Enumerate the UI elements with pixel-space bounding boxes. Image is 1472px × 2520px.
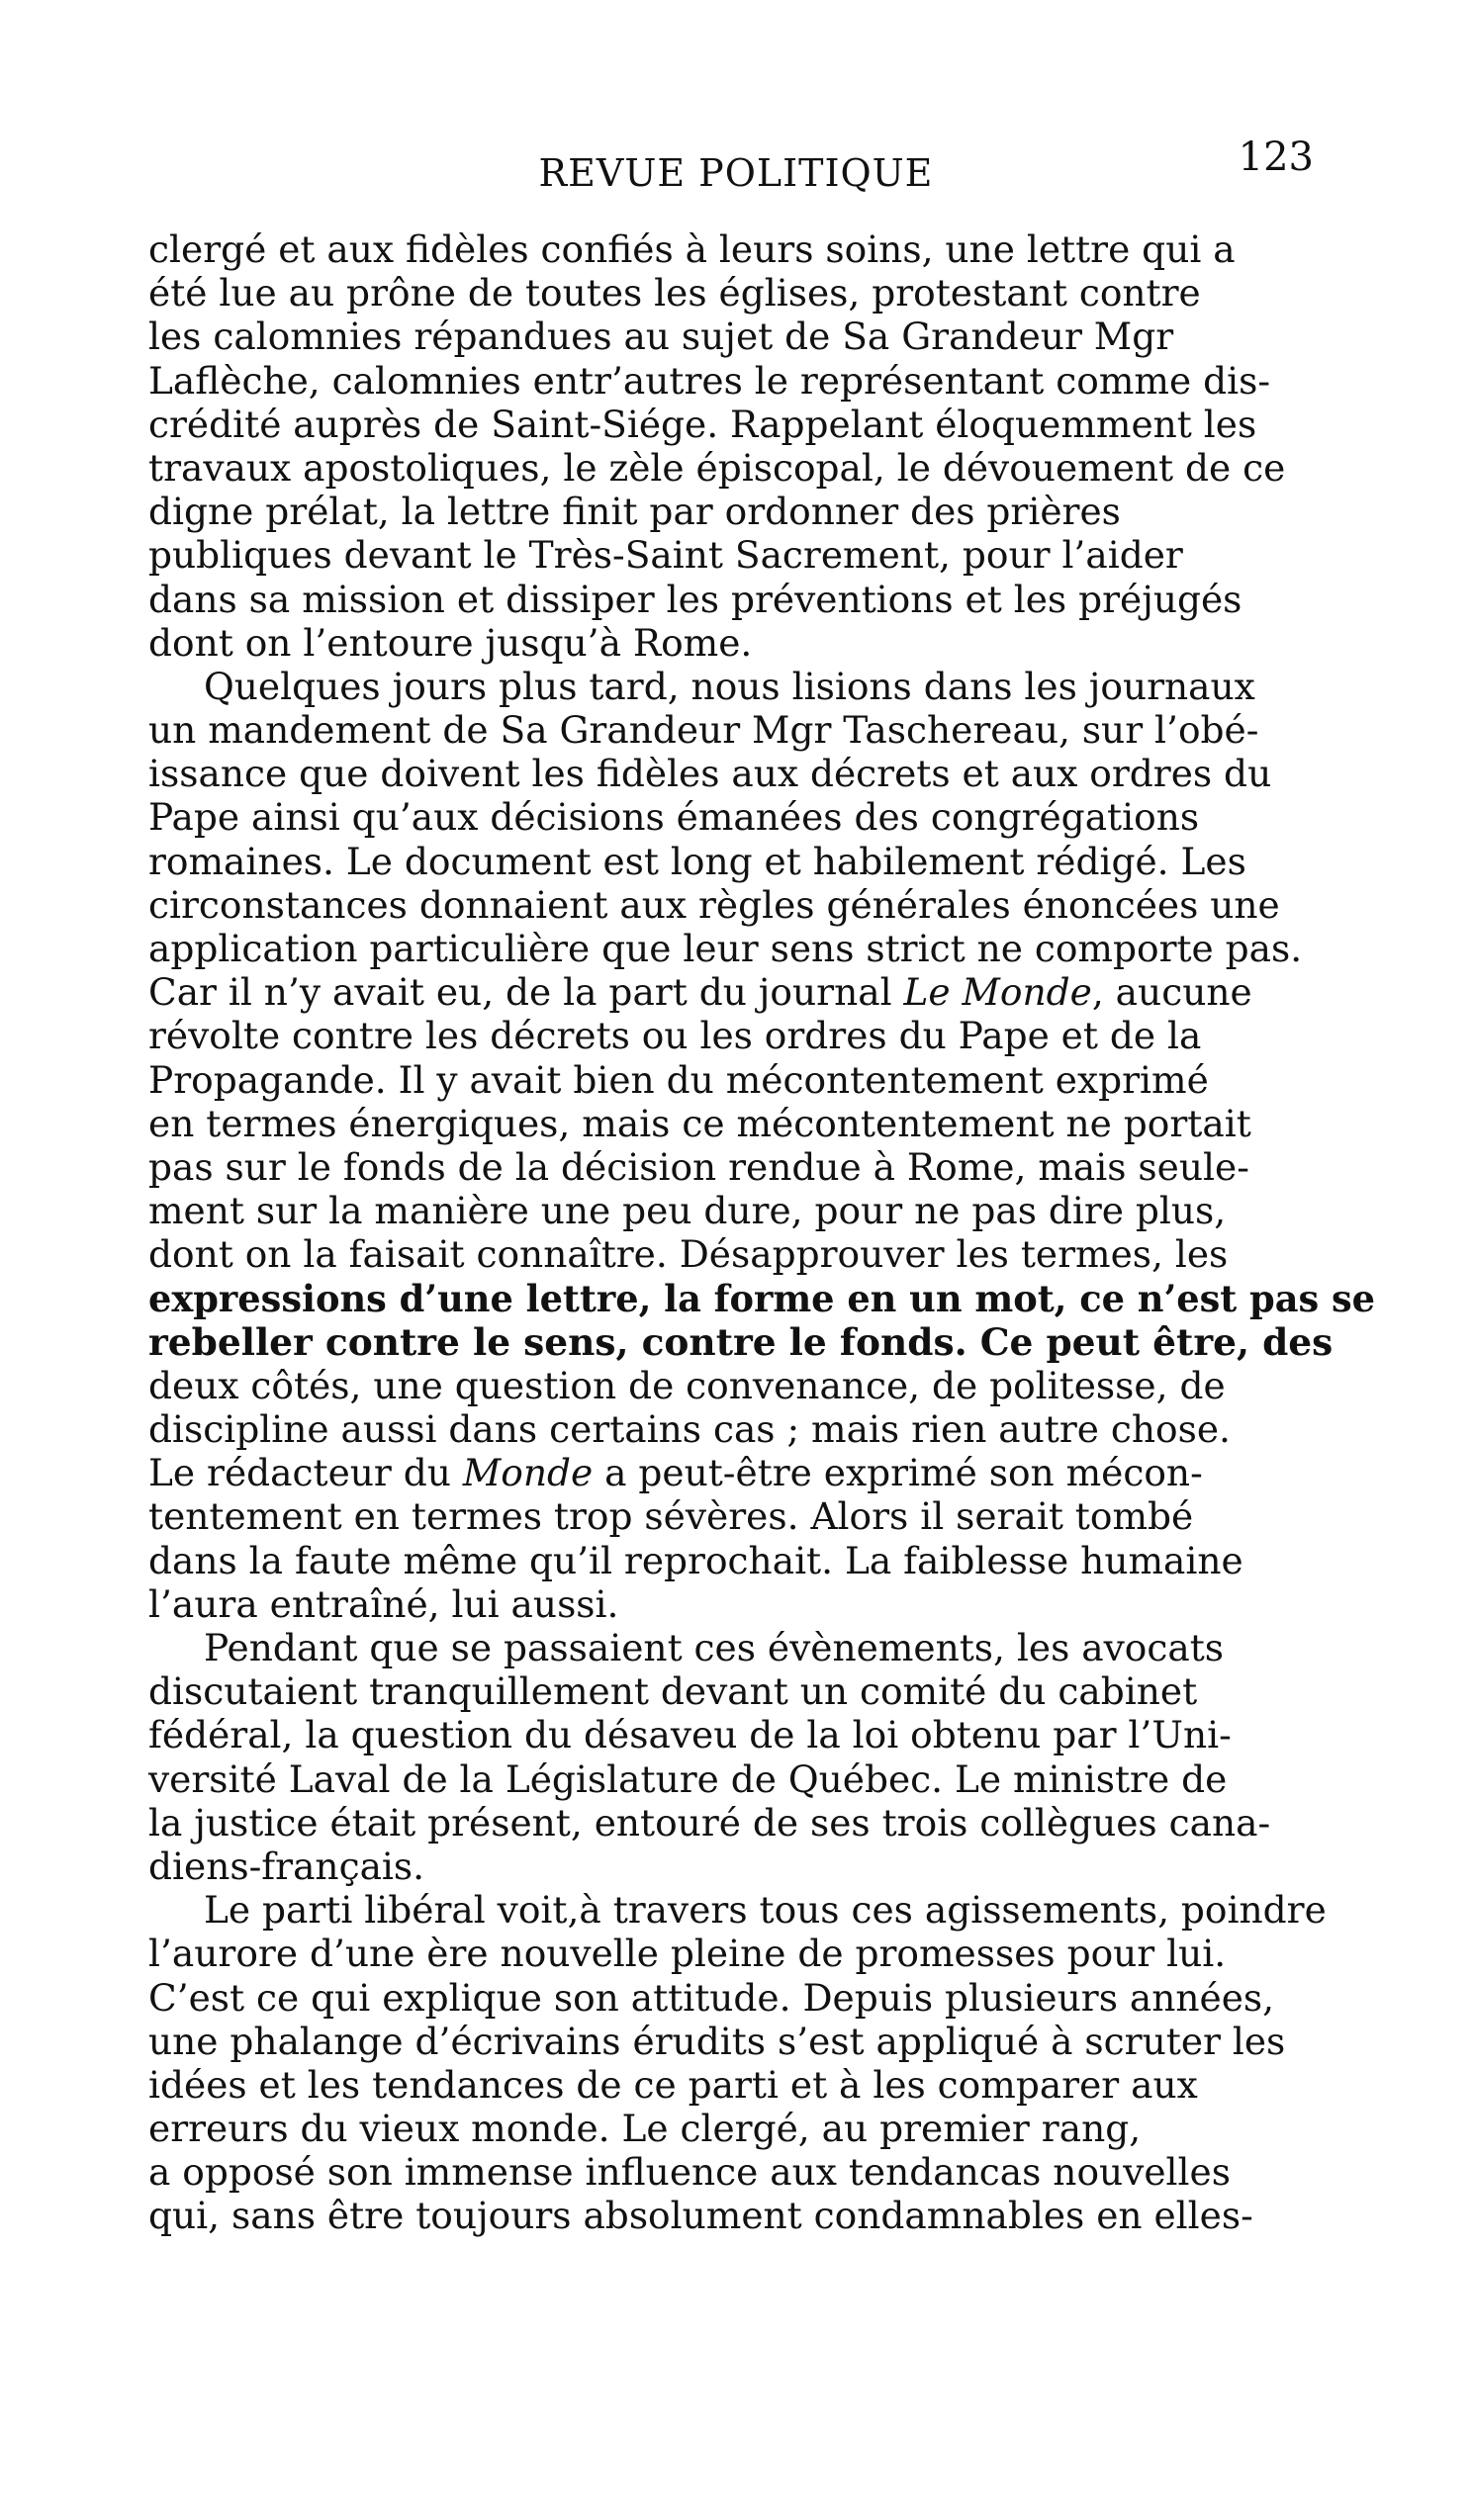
text-line-content: [148, 1494, 1193, 1538]
text-line: [148, 2194, 1375, 2237]
bold-text: rebeller contre le sens, contre le fonds. Ce peut être, des: [148, 1319, 1334, 1364]
text-line-content: [148, 1539, 1243, 1582]
text-segment: application particulière que leur sens strict ne comporte pas.: [148, 927, 1303, 970]
text-segment: Pape ainsi qu’aux décisions émanées des congrégations: [148, 795, 1200, 840]
text-line: [148, 2150, 1375, 2194]
text-line: [148, 1058, 1375, 1102]
text-line: [148, 2107, 1375, 2150]
text-segment: dans la faute même qu’il reprochait. La faiblesse humaine: [148, 1538, 1243, 1582]
text-line: [148, 1145, 1375, 1189]
text-line-content: [148, 1976, 1274, 2020]
text-line: [148, 315, 1375, 358]
text-line: [148, 446, 1375, 490]
text-line-content: [148, 2107, 1141, 2150]
text-segment: les calomnies répandues au sujet de Sa Grandeur Mgr: [148, 315, 1174, 359]
text-line-content: [148, 1277, 1375, 1320]
text-segment: clergé et aux fidèles confiés à leurs soins, une lettre qui a: [148, 227, 1236, 271]
text-segment: été lue au prône de toutes les églises, protestant contre: [148, 271, 1201, 315]
text-line-content: [148, 1058, 1209, 1102]
text-line: [148, 708, 1375, 752]
text-line-content: [148, 227, 1236, 271]
text-segment: une phalange d’écrivains érudits s’est appliqué à scruter les: [148, 2019, 1286, 2063]
page-header: [0, 135, 1472, 208]
text-segment: Car il n’y avait eu, de la part du journal: [148, 970, 904, 1015]
text-line: [148, 1713, 1375, 1756]
text-segment: diens-français.: [148, 1844, 425, 1888]
text-segment: issance que doivent les fidèles aux décrets et aux ordres du: [148, 752, 1272, 796]
text-line: [148, 1232, 1375, 1276]
text-segment: dont on l’entoure jusqu’à Rome.: [148, 620, 753, 665]
text-line: [148, 1364, 1375, 1407]
text-line: [148, 621, 1375, 665]
text-line: [148, 970, 1375, 1014]
text-line-content: [148, 315, 1173, 358]
text-segment: crédité auprès de Saint-Siége. Rappelant éloquemment les: [148, 402, 1257, 446]
text-line-content: [148, 1582, 618, 1626]
text-line: [148, 1407, 1375, 1451]
text-segment: discipline aussi dans certains cas ; mais rien autre chose.: [148, 1407, 1231, 1452]
text-line-content: [148, 840, 1246, 883]
text-segment: a opposé son immense influence aux tendancas nouvelles: [148, 2150, 1231, 2195]
text-line: [148, 1669, 1375, 1713]
text-line: [148, 840, 1375, 883]
text-line: [148, 1277, 1375, 1320]
text-line-content: [148, 1845, 424, 1888]
text-line-content: [148, 2020, 1285, 2063]
text-line-content: [204, 1626, 1224, 1669]
text-segment: Propagande. Il y avait bien du mécontentement exprimé: [148, 1057, 1209, 1102]
text-segment: C’est ce qui explique son attitude. Depuis plusieurs années,: [148, 1975, 1275, 2020]
text-line-content: [148, 1232, 1228, 1276]
text-line-content: [148, 1407, 1231, 1451]
text-line: [148, 1189, 1375, 1232]
text-line-content: [148, 1451, 1203, 1494]
text-line-content: [148, 1320, 1333, 1364]
text-line: [148, 1626, 1375, 1669]
text-line: [148, 2063, 1375, 2107]
text-segment: Laflèche, calomnies entr’autres le représentant comme dis-: [148, 358, 1270, 403]
text-segment: publiques devant le Très-Saint Sacrement, pour l’aider: [148, 533, 1183, 578]
text-line: [148, 1757, 1375, 1801]
text-line: [148, 2020, 1375, 2063]
text-segment: a peut-être exprimé son mécon-: [593, 1451, 1203, 1495]
text-segment: l’aurore d’une ère nouvelle pleine de promesses pour lui.: [148, 1932, 1227, 1976]
text-segment: en termes énergiques, mais ce mécontentement ne portait: [148, 1101, 1251, 1145]
italic-text: Le Monde: [903, 970, 1092, 1015]
page-number: 123: [1238, 135, 1314, 180]
text-line-content: [148, 1102, 1251, 1145]
bold-text: expressions d’une lettre, la forme en un mot, ce n’est pas se: [148, 1276, 1376, 1320]
text-line-content: [148, 970, 1252, 1014]
text-segment: Quelques jours plus tard, nous lisions dans les journaux: [204, 664, 1255, 708]
text-line: [148, 1494, 1375, 1538]
text-line-content: [148, 1713, 1232, 1756]
text-line-content: [148, 1189, 1226, 1232]
text-line-content: [148, 927, 1302, 970]
text-segment: un mandement de Sa Grandeur Mgr Taschereau, sur l’obé-: [148, 708, 1259, 753]
text-line-content: [148, 490, 1121, 533]
text-segment: fédéral, la question du désaveu de la loi obtenu par l’Uni-: [148, 1713, 1232, 1757]
text-line: [148, 1801, 1375, 1845]
text-segment: ment sur la manière une peu dure, pour ne pas dire plus,: [148, 1189, 1227, 1233]
text-line: [148, 795, 1375, 839]
text-segment: Pendant que se passaient ces évènements, les avocats: [204, 1626, 1225, 1669]
text-line: [148, 271, 1375, 315]
text-line: [148, 1845, 1375, 1888]
text-segment: travaux apostoliques, le zèle épiscopal, le dévouement de ce: [148, 445, 1286, 490]
text-line-content: [148, 1364, 1226, 1407]
text-line: [148, 1539, 1375, 1582]
text-segment: digne prélat, la lettre finit par ordonner des prières: [148, 490, 1121, 534]
text-segment: deux côtés, une question de convenance, de politesse, de: [148, 1363, 1226, 1407]
text-segment: la justice était présent, entouré de ses trois collègues cana-: [148, 1800, 1271, 1845]
text-line-content: [148, 271, 1201, 315]
text-line-content: [148, 1014, 1201, 1057]
text-line: [148, 359, 1375, 403]
text-line: [148, 578, 1375, 621]
text-line: [148, 1451, 1375, 1494]
text-line-content: [148, 883, 1280, 927]
text-line: [148, 752, 1375, 795]
text-line: [148, 1014, 1375, 1057]
text-segment: Le rédacteur du: [148, 1451, 463, 1495]
text-line-content: [204, 665, 1255, 708]
text-line: [148, 1932, 1375, 1975]
text-line-content: [148, 1145, 1249, 1189]
text-line-content: [148, 533, 1183, 577]
text-line: [148, 533, 1375, 577]
text-line-content: [148, 1932, 1226, 1975]
text-segment: dans sa mission et dissiper les préventions et les préjugés: [148, 577, 1242, 621]
text-line-content: [148, 1801, 1270, 1845]
text-segment: circonstances donnaient aux règles générales énoncées une: [148, 882, 1280, 927]
body-text: [148, 227, 1375, 2238]
text-segment: , aucune: [1091, 970, 1252, 1015]
text-line: [148, 1320, 1375, 1364]
text-line-content: [148, 359, 1270, 403]
text-line-content: [148, 752, 1271, 795]
text-line: [148, 1582, 1375, 1626]
text-segment: révolte contre les décrets ou les ordres du Pape et de la: [148, 1014, 1202, 1058]
text-line: [148, 883, 1375, 927]
text-segment: l’aura entraîné, lui aussi.: [148, 1581, 619, 1626]
italic-text: Monde: [462, 1451, 594, 1495]
text-line: [148, 227, 1375, 271]
text-segment: discutaient tranquillement devant un comité du cabinet: [148, 1669, 1198, 1714]
text-line-content: [148, 2150, 1231, 2194]
text-line: [148, 1102, 1375, 1145]
text-line: [148, 665, 1375, 708]
text-line-content: [204, 1888, 1327, 1932]
text-line: [148, 1888, 1375, 1932]
text-line-content: [148, 403, 1256, 446]
text-line: [148, 1976, 1375, 2020]
text-segment: qui, sans être toujours absolument condamnables en elles-: [148, 2194, 1253, 2238]
text-line-content: [148, 446, 1285, 490]
text-line-content: [148, 2194, 1253, 2237]
text-segment: dont on la faisait connaître. Désapprouver les termes, les: [148, 1232, 1229, 1277]
running-title: REVUE POLITIQUE: [538, 151, 934, 195]
text-segment: erreurs du vieux monde. Le clergé, au premier rang,: [148, 2107, 1142, 2151]
text-segment: versité Laval de la Législature de Québec. Le ministre de: [148, 1756, 1228, 1801]
text-segment: Le parti libéral voit,à travers tous ces agissements, poindre: [204, 1888, 1327, 1933]
text-segment: romaines. Le document est long et habilement rédigé. Les: [148, 839, 1246, 883]
text-segment: idées et les tendances de ce parti et à les comparer aux: [148, 2062, 1198, 2107]
text-line: [148, 403, 1375, 446]
text-line-content: [148, 795, 1199, 839]
text-line-content: [148, 1757, 1227, 1801]
text-segment: pas sur le fonds de la décision rendue à Rome, mais seule-: [148, 1144, 1249, 1189]
text-line-content: [148, 708, 1258, 752]
text-line: [148, 927, 1375, 970]
text-line-content: [148, 2063, 1198, 2107]
text-segment: tentement en termes trop sévères. Alors il serait tombé: [148, 1494, 1194, 1539]
text-line-content: [148, 578, 1242, 621]
text-line: [148, 490, 1375, 533]
text-line-content: [148, 1669, 1197, 1713]
text-line-content: [148, 621, 752, 665]
